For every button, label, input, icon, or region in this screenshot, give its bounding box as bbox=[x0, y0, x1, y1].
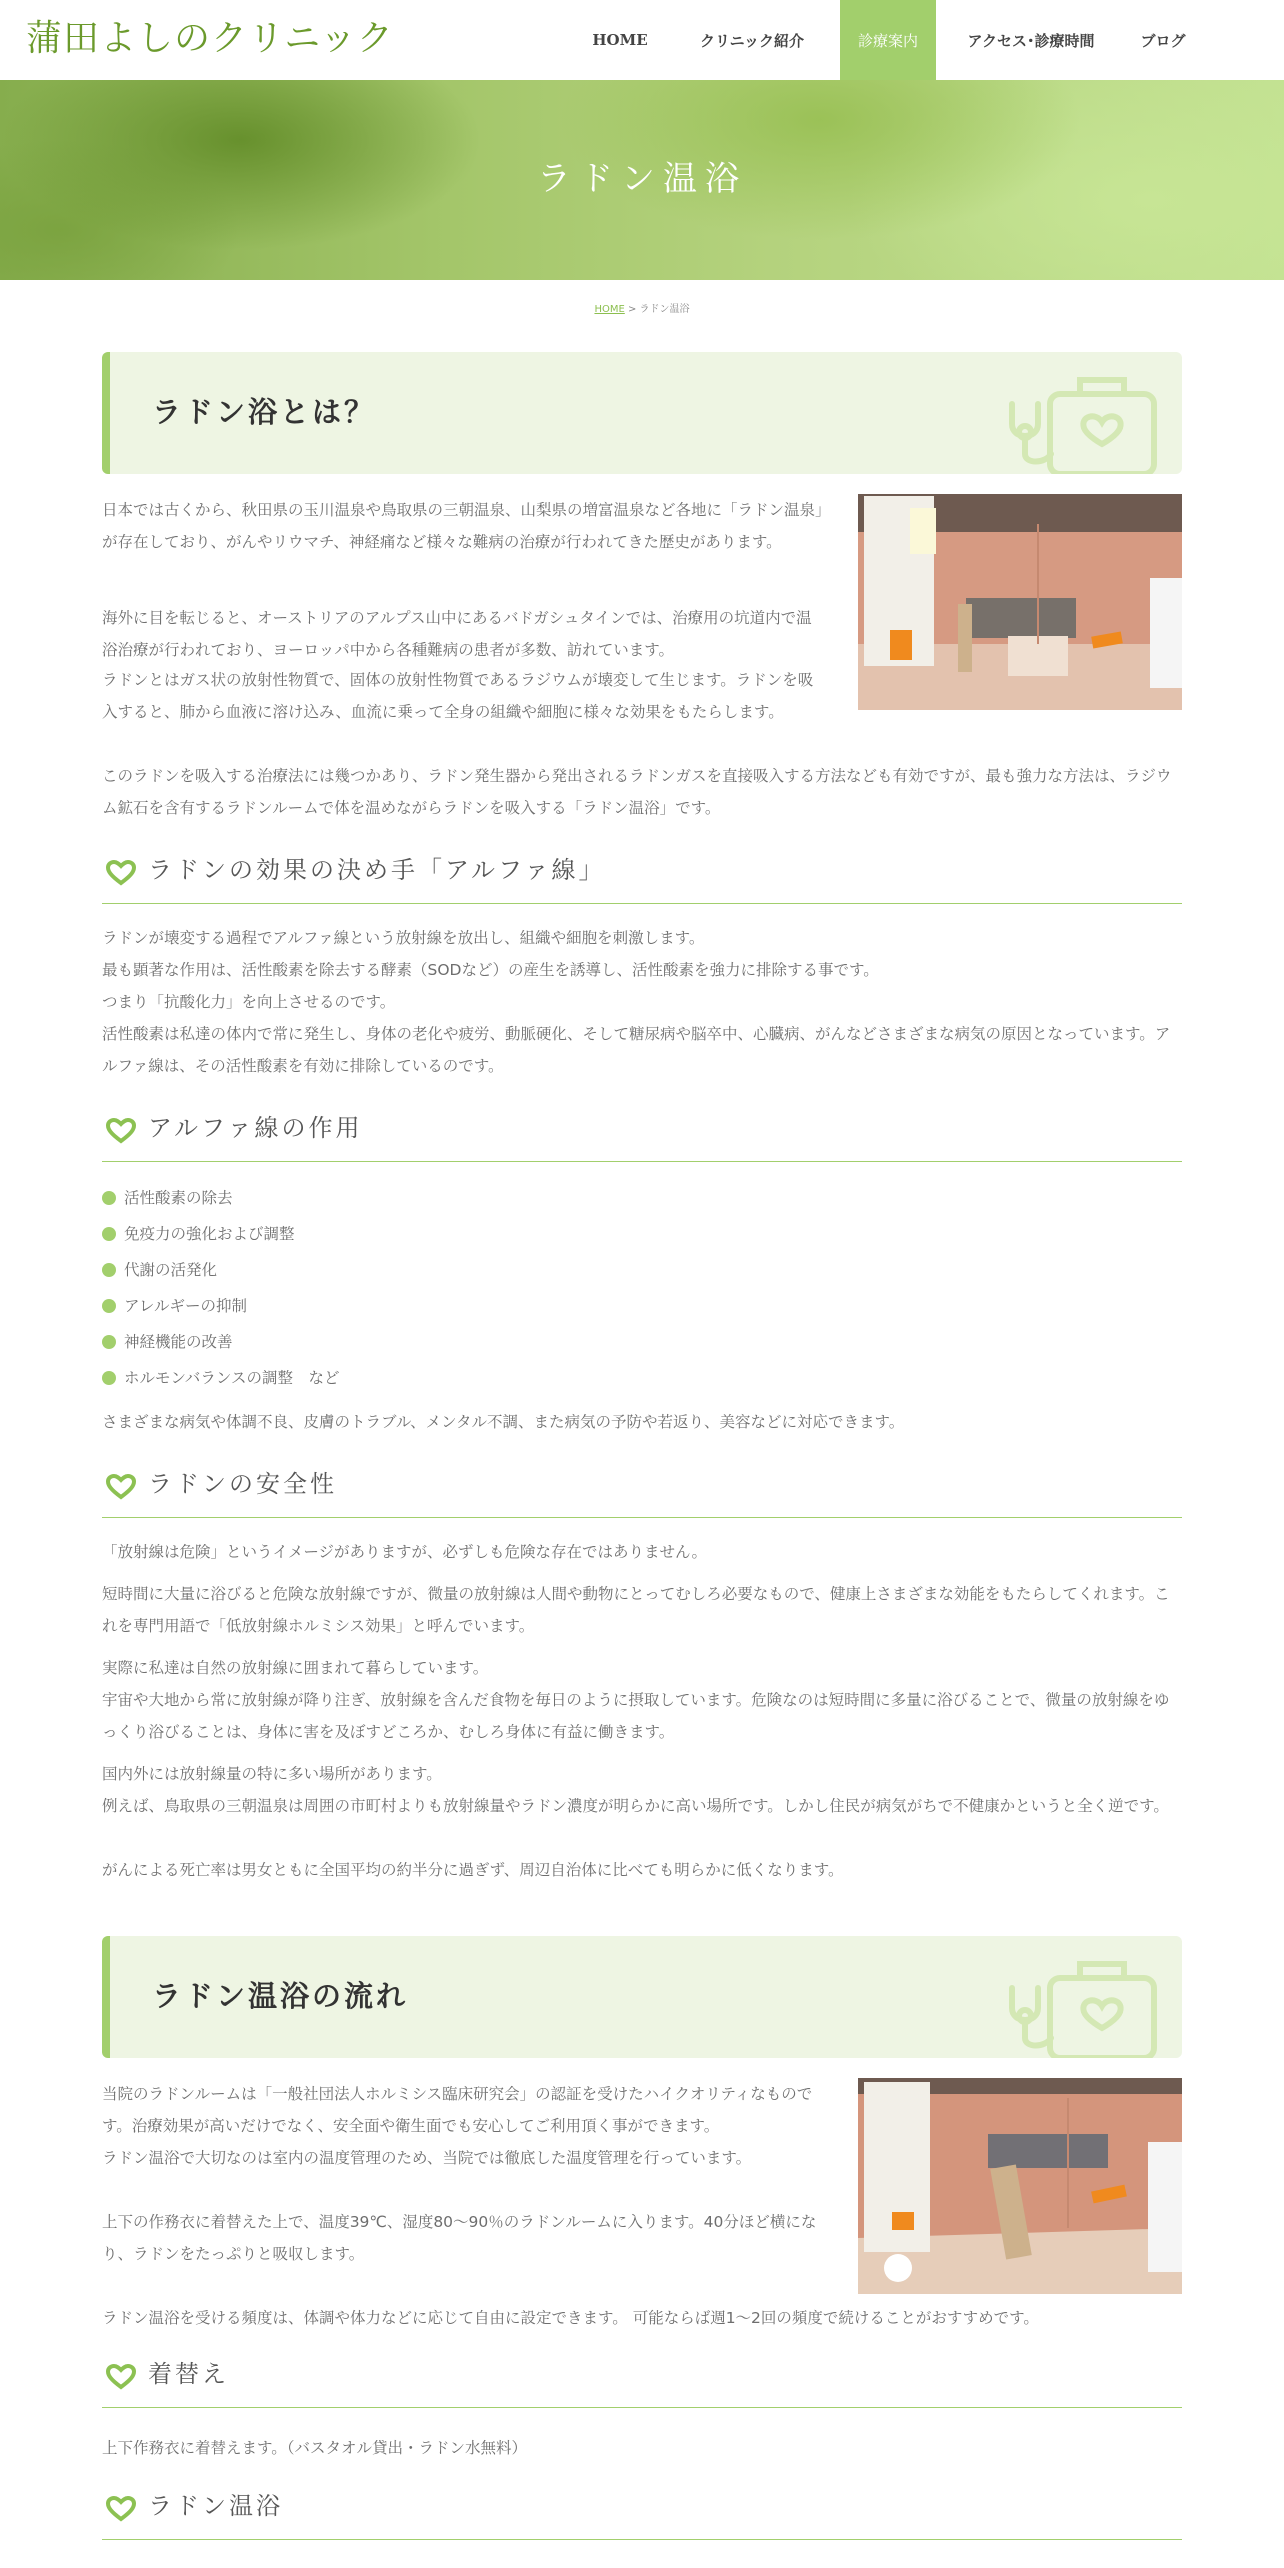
alpha-line-3: つまり「抗酸化力」を向上させるのです。 bbox=[102, 993, 396, 1011]
medical-bag-icon bbox=[992, 1948, 1162, 2058]
site-logo[interactable]: 蒲田よしのクリニック bbox=[26, 18, 394, 59]
effects-list bbox=[102, 1180, 339, 1396]
alpha-line-2: 最も顕著な作用は、活性酸素を除去する酵素（SODなど）の産生を誘導し、活性酸素を強力に排除する事です。 bbox=[102, 961, 879, 979]
intro-paragraph-4: このラドンを吸入する治療法には幾つかあり、ラドン発生器から発出されるラドンガスを直接吸入する方法なども有効ですが、最も強力な方法は、ラジウム鉱石を含有するラドンルームで体を温めながらラドンを吸入する「ラドン温浴」です。 bbox=[102, 767, 1172, 817]
radon-room-photo bbox=[858, 494, 1182, 710]
section-title: ラドン浴とは？ bbox=[152, 395, 377, 429]
alpha-line-1: ラドンが壊変する過程でアルファ線という放射線を放出し、組織や細胞を刺激します。 bbox=[102, 929, 705, 947]
heading-text: アルファ線の作用 bbox=[148, 1114, 363, 1142]
effects-note: さまざまな病気や体調不良、皮膚のトラブル、メンタル不調、また病気の予防や若返り、美容などに対応できます。 bbox=[102, 1413, 905, 1431]
change-text: 上下作務衣に着替えます。（バスタオル貸出・ラドン水無料） bbox=[102, 2439, 528, 2457]
heart-icon bbox=[106, 2364, 136, 2390]
intro-paragraph-1: 日本では古くから、秋田県の玉川温泉や鳥取県の三朝温泉、山梨県の増富温泉など各地に「ラドン温泉」が存在しており、がんやリウマチ、神経痛など様々な難病の治療が行われてきた歴史があります。 bbox=[102, 501, 823, 551]
breadcrumb-separator: > bbox=[624, 304, 640, 315]
heart-icon bbox=[106, 1474, 136, 1500]
safety-paragraph-4a: 国内外には放射線量の特に多い場所があります。 bbox=[102, 1765, 442, 1783]
flow-paragraph-2: ラドン温浴で大切なのは室内の温度管理のため、当院では徹底した温度管理を行っています。 bbox=[102, 2149, 752, 2167]
page-title: ラドン温浴 bbox=[537, 159, 747, 199]
nav-home[interactable]: HOME bbox=[592, 31, 648, 49]
hero-banner bbox=[0, 80, 1284, 280]
heading-bath bbox=[102, 2484, 1182, 2540]
safety-paragraph-1: 「放射線は危険」というイメージがありますが、必ずしも危険な存在ではありません。 bbox=[102, 1543, 707, 1561]
medical-bag-icon bbox=[992, 364, 1162, 474]
flow-paragraph-1: 当院のラドンルームは「一般社団法人ホルミシス臨床研究会」の認証を受けたハイクオリティなものです。治療効果が高いだけでなく、安全面や衛生面でも安心してご利用頂く事ができます。 bbox=[102, 2085, 813, 2135]
flow-paragraph-4: ラドン温浴を受ける頻度は、体調や体力などに応じて自由に設定できます。 可能ならば週1～2回の頻度で続けることがおすすめです。 bbox=[102, 2309, 1039, 2327]
intro-paragraph-2: 海外に目を転じると、オーストリアのアルプス山中にあるバドガシュタインでは、治療用の坑道内で温浴治療が行われており、ヨーロッパ中から各種難病の患者が多数、訪れています。 bbox=[102, 609, 812, 659]
alpha-line-4: 活性酸素は私達の体内で常に発生し、身体の老化や疲労、動脈硬化、そして糖尿病や脳卒中、心臓病、がんなどさまざまな病気の原因となっています。アルファ線は、その活性酸素を有効に排除しているのです。 bbox=[102, 1025, 1171, 1075]
safety-paragraph-4b: 例えば、鳥取県の三朝温泉は周囲の市町村よりも放射線量やラドン濃度が明らかに高い場所です。しかし住民が病気がちで不健康かというと全く逆です。 bbox=[102, 1797, 1169, 1815]
section-title: ラドン温浴の流れ bbox=[152, 1979, 409, 2013]
heading-text: ラドン温浴 bbox=[148, 2492, 283, 2520]
list-item: 代謝の活発化 bbox=[102, 1252, 339, 1288]
safety-paragraph-3b: 宇宙や大地から常に放射線が降り注ぎ、放射線を含んだ食物を毎日のように摂取しています。危険なのは短時間に多量に浴びることで、微量の放射線をゆっくり浴びることは、身体に害を及ぼすどころか、むしろ身体に有益に働きます。 bbox=[102, 1691, 1170, 1741]
safety-paragraph-3a: 実際に私達は自然の放射線に囲まれて暮らしています。 bbox=[102, 1659, 489, 1677]
flow-paragraph-3: 上下の作務衣に着替えた上で、温度39℃、湿度80～90％のラドンルームに入ります。40分ほど横になり、ラドンをたっぷりと吸収します。 bbox=[102, 2213, 817, 2263]
section-heading-flow bbox=[102, 1936, 1182, 2058]
list-item: 免疫力の強化および調整 bbox=[102, 1216, 339, 1252]
breadcrumb-current: ラドン温浴 bbox=[639, 304, 690, 315]
nav-clinic[interactable]: クリニック紹介 bbox=[699, 31, 805, 50]
heading-alpha bbox=[102, 848, 1182, 904]
list-item: アレルギーの抑制 bbox=[102, 1288, 339, 1324]
intro-paragraph-3: ラドンとはガス状の放射性物質で、固体の放射性物質であるラジウムが壊変して生じます。ラドンを吸入すると、肺から血液に溶け込み、血流に乗って全身の組織や細胞に様々な効果をもたらします。 bbox=[102, 671, 814, 721]
heart-icon bbox=[106, 860, 136, 886]
safety-paragraph-2: 短時間に大量に浴びると危険な放射線ですが、微量の放射線は人間や動物にとってむしろ必要なもので、健康上さまざまな効能をもたらしてくれます。これを専門用語で「低放射線ホルミシス効果」と呼んでいます。 bbox=[102, 1585, 1170, 1635]
heading-text: 着替え bbox=[148, 2360, 229, 2388]
nav-blog[interactable]: ブログ bbox=[1140, 31, 1186, 50]
safety-paragraph-4c: がんによる死亡率は男女ともに全国平均の約半分に過ぎず、周辺自治体に比べても明らかに低くなります。 bbox=[102, 1861, 844, 1879]
heading-text: ラドンの安全性 bbox=[148, 1470, 337, 1498]
nav-access[interactable]: アクセス･診療時間 bbox=[967, 31, 1095, 50]
heart-icon bbox=[106, 1118, 136, 1144]
heading-safety bbox=[102, 1462, 1182, 1518]
nav-services[interactable]: 診療案内 bbox=[840, 0, 936, 80]
main-nav bbox=[576, 0, 1200, 80]
breadcrumb bbox=[0, 300, 1284, 315]
list-item: 神経機能の改善 bbox=[102, 1324, 339, 1360]
heading-text: ラドンの効果の決め手「アルファ線」 bbox=[148, 856, 606, 884]
heading-action bbox=[102, 1106, 1182, 1162]
list-item: ホルモンバランスの調整 など bbox=[102, 1360, 339, 1396]
radon-room-photo-2 bbox=[858, 2078, 1182, 2294]
heart-icon bbox=[106, 2496, 136, 2522]
breadcrumb-home-link[interactable]: HOME bbox=[594, 304, 625, 315]
site-header bbox=[0, 0, 1284, 80]
heading-change bbox=[102, 2352, 1182, 2408]
list-item: 活性酸素の除去 bbox=[102, 1180, 339, 1216]
section-heading-about bbox=[102, 352, 1182, 474]
